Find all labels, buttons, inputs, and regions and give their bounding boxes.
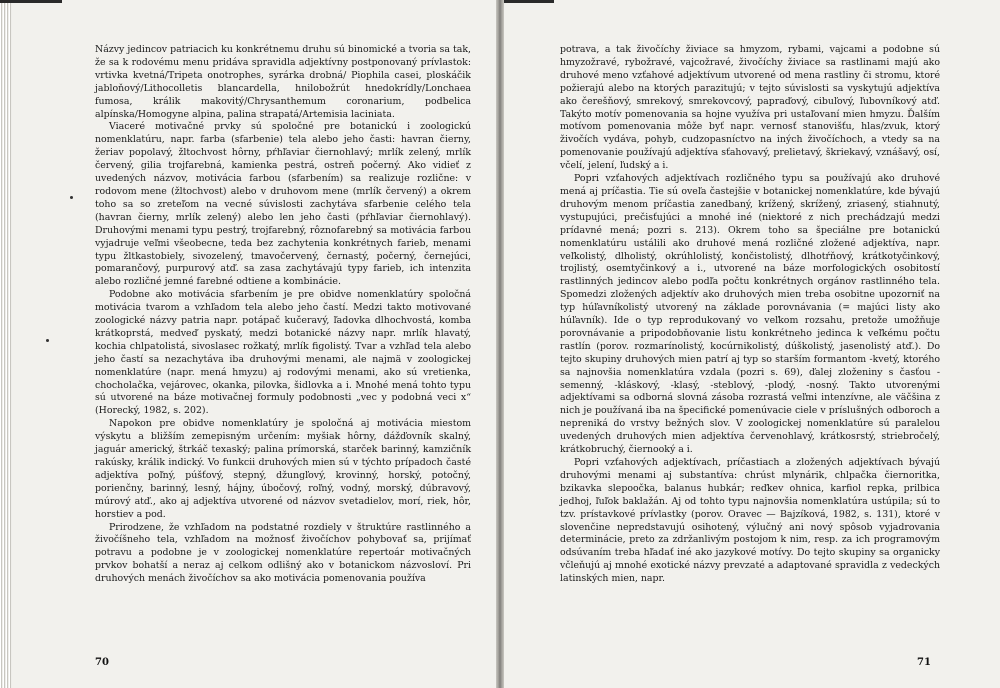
paragraph: Prirodzene, že vzhľadom na podstatné rozdiely v štruktúre rastlinného a živočíšneho tela, vzhľadom na možnosť živočíchov pohybovať sa, prijímať potravu a podobne je v zoologickej nomenklatúre repertoár motivačných prvkov bohatší a neraz aj celkom odlišný ako v botanickom názvosloví. Pri druhových menách živočíchov sa ako motivácia pomenovania používa xyxy=(95,521,471,585)
margin-mark xyxy=(46,339,49,342)
left-page xyxy=(0,0,496,688)
page-edge xyxy=(0,0,12,688)
right-page-text xyxy=(560,44,940,586)
page-number: 71 xyxy=(917,657,931,668)
paragraph: Viaceré motivačné prvky sú spoločné pre botanickú i zoologickú nomenklatúru, napr. farba (sfarbenie) tela alebo jeho časti: havran čierny, žeriav popolavý, žltochvost hôrny, pŕhľaviar čiernohlavý; mrlík zelený, mrlík červený, gilia trojfarebná, kamienka pestrá, ostreň počerný. Ako vidieť z uvedených názvov, motivácia farbou (sfarbením) sa realizuje rozlične: v rodovom mene (žltochvost) alebo v druhovom mene (mrlík červený) a okrem toho sa so zreteľom na vecné súvislosti zachytáva sfarbenie celého tela (havran čierny, mrlík zelený) alebo len jeho časti (pŕhľaviar čiernohlavý). Druhovými menami typu pestrý, trojfarebný, rôznofarebný sa motivácia farbou vyjadruje veľmi všeobecne, teda bez zachytenia konkrétnych farieb, menami typu žltkastobiely, sivozelený, tmavočervený, černastý, počerný, černejúci, pomarančový, purpurový atď. sa zasa zachytávajú typy farieb, ich intenzita alebo rozličné jemné farebné odtiene a kombinácie. xyxy=(95,121,471,288)
top-rule xyxy=(0,0,62,3)
page-number: 70 xyxy=(95,657,109,668)
margin-mark xyxy=(70,196,73,199)
paragraph: potrava, a tak živočíchy živiace sa hmyzom, rybami, vajcami a podobne sú hmyzožravé, rybožravé, vajcožravé, živočíchy živiace sa rastlinami majú ako druhové meno vzťahové adjektívum utvorené od mena rastliny či stromu, ktoré požierajú alebo na ktorých parazitujú; v tejto súvislosti sa vyskytujú adjektíva ako čerešňový, smrekový, smrekovcový, papraďový, cibuľový, ľubovníkový atď. Takýto motív pomenovania sa hojne využíva pri ustaľovaní mien hmyzu. Ďalším motívom pomenovania môže byť napr. vernosť stanovišťu, hlas/zvuk, ktorý živočích vydáva, pohyb, cudzopasníctvo na iných živočíchoch, a vtedy sa na pomenovanie používajú adjektíva sťahovavý, prelietavý, škriekavý, vznášavý, osí, včelí, jelení, ľudský a i. xyxy=(560,44,940,172)
paragraph: Názvy jedincov patriacich ku konkrétnemu druhu sú binomické a tvoria sa tak, že sa k rodovému menu pridáva spravidla adjektívny postponovaný prívlastok: vrtivka kvetná/Tripeta onotrophes, syrárka drobná/ Piophila casei, ploskáčik jabloňový/Lithocolletis blancardella, hnilobožrút hnedokrídly/Lonchaea fumosa, králik makovitý/Chrysanthemum coronarium, podbelica alpínska/Homogyne alpina, palina strapatá/Artemisia laciniata. xyxy=(95,44,471,120)
paragraph: Popri vzťahových adjektívach, príčastiach a zložených adjektívach bývajú druhovými menami aj substantíva: chrúst mlynárik, chlpačka čiernoritka, bzikavka slepoočka, balanus hubkár; reďkev ohnica, karfiol repka, prilbica jedhoj, ľuľok baklažán. Aj od tohto typu najnovšia nomenklatúra ustúpila; sú to tzv. prístavkové prívlastky (porov. Oravec — Bajzíková, 1982, s. 131), ktoré v slovenčine nepredstavujú osihotený, výlučný ani nový spôsob vyjadrovania determinácie, preto za zdržanlivým postojom k nim, resp. za ich programovým odsúvaním treba hľadať iné ako jazykové motívy. Do tejto skupiny sa organicky včleňujú aj mnohé exotické názvy prevzaté a adaptované spravidla z vedeckých latinských mien, napr. xyxy=(560,457,940,585)
top-rule xyxy=(504,0,554,3)
right-page xyxy=(504,0,1000,688)
paragraph: Popri vzťahových adjektívach rozličného typu sa používajú ako druhové mená aj príčastia. Tie sú oveľa častejšie v botanickej nomenklatúre, kde bývajú druhovým menom príčastia zanedbaný, krížený, skrížený, zriasený, stiahnutý, vystupujúci, prečisťujúci a mnohé iné (niektoré z nich prechádzajú medzi prídavné mená; pozri s. 213). Okrem toho sa špeciálne pre botanickú nomenklatúru ustálili ako druhové mená rozličné zložené adjektíva, napr. veľkolistý, dlholistý, okrúhlolistý, končistolistý, dlhotŕňový, krátkotyčinkový, trojlistý, osemtyčinkový a i., utvorené na báze morfologických osobitostí rastlinných jedincov alebo podľa počtu konkrétnych orgánov rastlinného tela. Spomedzi zložených adjektív ako druhových mien treba osobitne upozorniť na typ húľavníkolistý utvorený na základe porovnávania (= majúci listy ako húľavník). Ide o typ reprodukovaný vo veľkom rozsahu, pretože umožňuje porovnávanie a pripodobňovanie listu konkrétneho jedinca k veľkému počtu rastlín (porov. rozmarínolistý, kocúrnikolistý, dúškolistý, jasenolistý atď.). Do tejto skupiny druhových mien patrí aj typ so starším formantom -kvetý, ktorého sa najnovšia nomenklatúra vzdala (pozri s. 69), ďalej zloženiny s časťou -semenný, -kláskový, -klasý, -steblový, -plodý, -nosný. Takto utvorenými adjektívami sa odborná slovná zásoba rozrastá veľmi intenzívne, ale väčšina z nich je používaná iba na špecifické pomenúvacie ciele v príslušných odboroch a nepreniká do vrstvy bežných slov. V zoologickej nomenklatúre sú paralelou uvedených druhových mien adjektíva červenohlavý, krátkosrstý, striebročelý, krátkobruchý, čiernooký a i. xyxy=(560,173,940,456)
book-gutter xyxy=(496,0,504,688)
paragraph: Podobne ako motivácia sfarbením je pre obidve nomenklatúry spoločná motivácia tvarom a vzhľadom tela alebo jeho častí. Medzi takto motivované zoologické názvy patria napr. potápač kučeravý, ľadovka dlhochvostá, komba krátkoprstá, medveď pyskatý, medzi botanické názvy napr. mrlík hlavatý, kochia chlpatolistá, sivoslasec rožkatý, mrlík figolistý. Tvar a vzhľad tela alebo jeho častí sa nezachytáva iba druhovými menami, ale najmä v zoologickej nomenklatúre (napr. mená hmyzu) aj rodovými menami, ako sú vretienka, chocholačka, vejárovec, okanka, pilovka, šidlovka a i. Mnohé mená tohto typu sú utvorené na báze motivačnej formuly podobnosti „vec y podobná veci x“ (Horecký, 1982, s. 202). xyxy=(95,289,471,417)
left-page-text xyxy=(95,44,471,586)
paragraph: Napokon pre obidve nomenklatúry je spoločná aj motivácia miestom výskytu a bližším zemepisným určením: myšiak hôrny, dážďovník skalný, jaguár americký, štrkáč texaský; palina prímorská, starček barinný, kamzičník rakúsky, králik indický. Vo funkcii druhových mien sú v týchto prípadoch časté adjektíva poľný, púšťový, stepný, džungľový, krovinný, horský, potočný, porienčny, barinný, lesný, hájny, úbočový, roľný, vodný, morský, dúbravový, múrový atď., ako aj adjektíva utvorené od názvov svetadielov, morí, riek, hôr, horstiev a pod. xyxy=(95,418,471,520)
